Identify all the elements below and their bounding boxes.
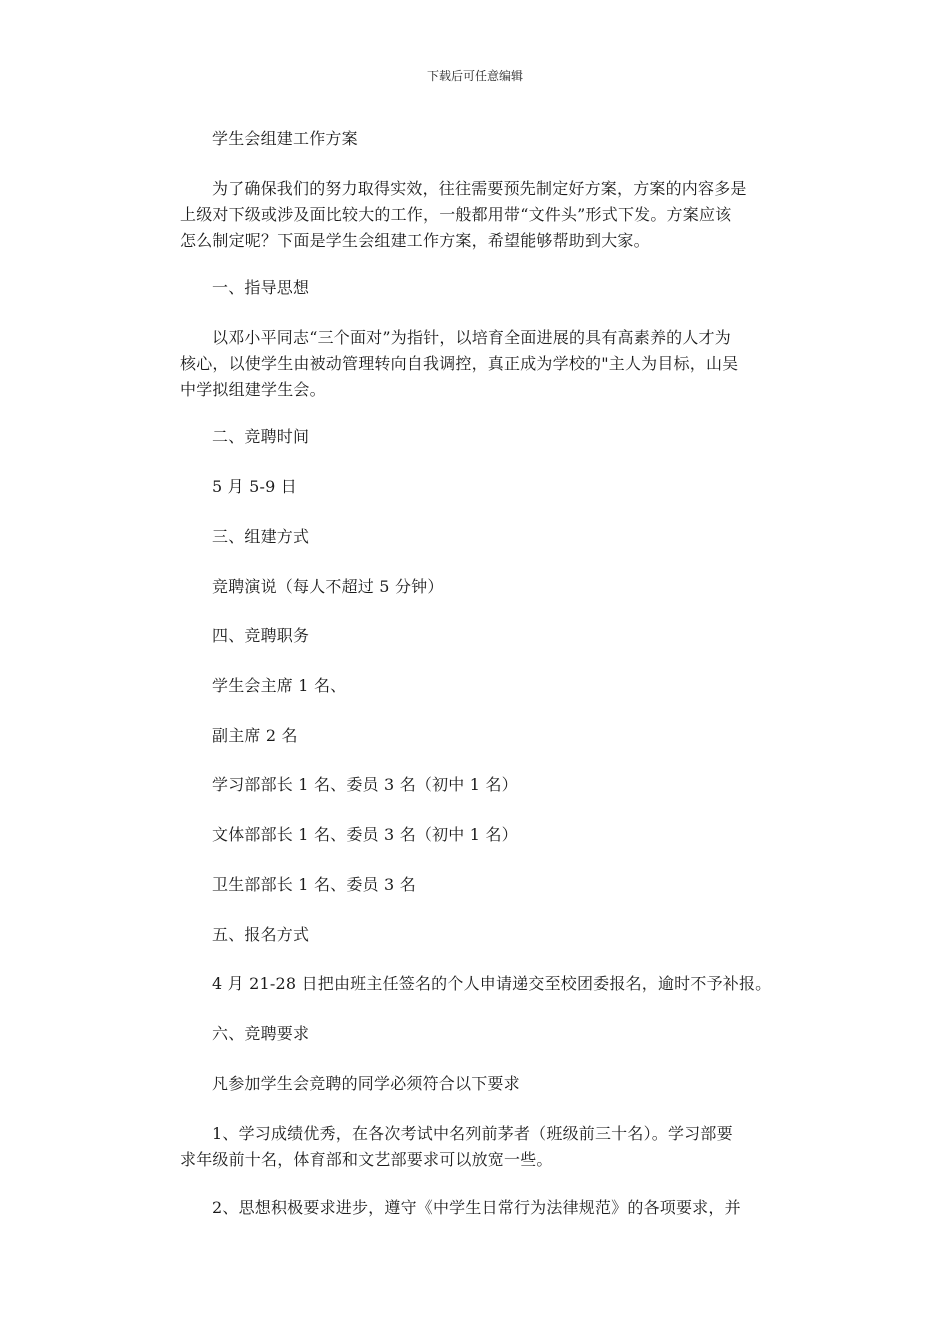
requirement-line: 2、思想积极要求进步，遵守《中学生日常行为法律规范》的各项要求，并	[212, 1198, 741, 1217]
page-header: 下载后可任意编辑	[426, 69, 523, 83]
intro-line: 为了确保我们的努力取得实效，往往需要预先制定好方案，方案的内容多是	[212, 179, 747, 198]
document-title: 学生会组建工作方案	[212, 129, 358, 148]
section-body-line: 中学拟组建学生会。	[180, 380, 326, 399]
requirement-line: 1、学习成绩优秀，在各次考试中名列前茅者（班级前三十名）。学习部要	[212, 1124, 733, 1143]
requirement-1	[180, 1121, 774, 1173]
section-body-line: 以邓小平同志“三个面对”为指针，以培育全面进展的具有高素养的人才为	[212, 328, 731, 347]
section-body-3: 竞聘演说（每人不超过 5 分钟）	[212, 577, 444, 596]
requirement-line: 求年级前十名，体育部和文艺部要求可以放宽一些。	[180, 1150, 553, 1169]
section-body-1	[180, 325, 774, 403]
position-item: 卫生部部长 1 名、委员 3 名	[212, 875, 416, 894]
position-item: 学习部部长 1 名、委员 3 名（初中 1 名）	[212, 775, 518, 794]
section-heading-3: 三、组建方式	[212, 527, 310, 546]
section-intro-6: 凡参加学生会竞聘的同学必须符合以下要求	[212, 1074, 520, 1093]
section-heading-4: 四、竞聘职务	[212, 626, 310, 645]
section-body-line: 核心，以使学生由被动管理转向自我调控，真正成为学校的"主人为目标，山吴	[180, 354, 739, 373]
section-heading-2: 二、竞聘时间	[212, 427, 310, 446]
position-item: 文体部部长 1 名、委员 3 名（初中 1 名）	[212, 825, 518, 844]
position-item: 学生会主席 1 名、	[212, 676, 347, 695]
section-heading-5: 五、报名方式	[212, 925, 310, 944]
section-body-5: 4 月 21-28 日把由班主任签名的个人申请递交至校团委报名，逾时不予补报。	[212, 974, 772, 993]
section-heading-1: 一、指导思想	[212, 278, 310, 297]
intro-line: 怎么制定呢？下面是学生会组建工作方案，希望能够帮助到大家。	[180, 231, 650, 250]
position-item: 副主席 2 名	[212, 726, 298, 745]
intro-paragraph	[180, 176, 774, 254]
intro-line: 上级对下级或涉及面比较大的工作，一般都用带“文件头”形式下发。方案应该	[180, 205, 732, 224]
section-heading-6: 六、竞聘要求	[212, 1024, 310, 1043]
requirement-2	[180, 1195, 774, 1221]
section-body-2: 5 月 5-9 日	[212, 477, 298, 496]
